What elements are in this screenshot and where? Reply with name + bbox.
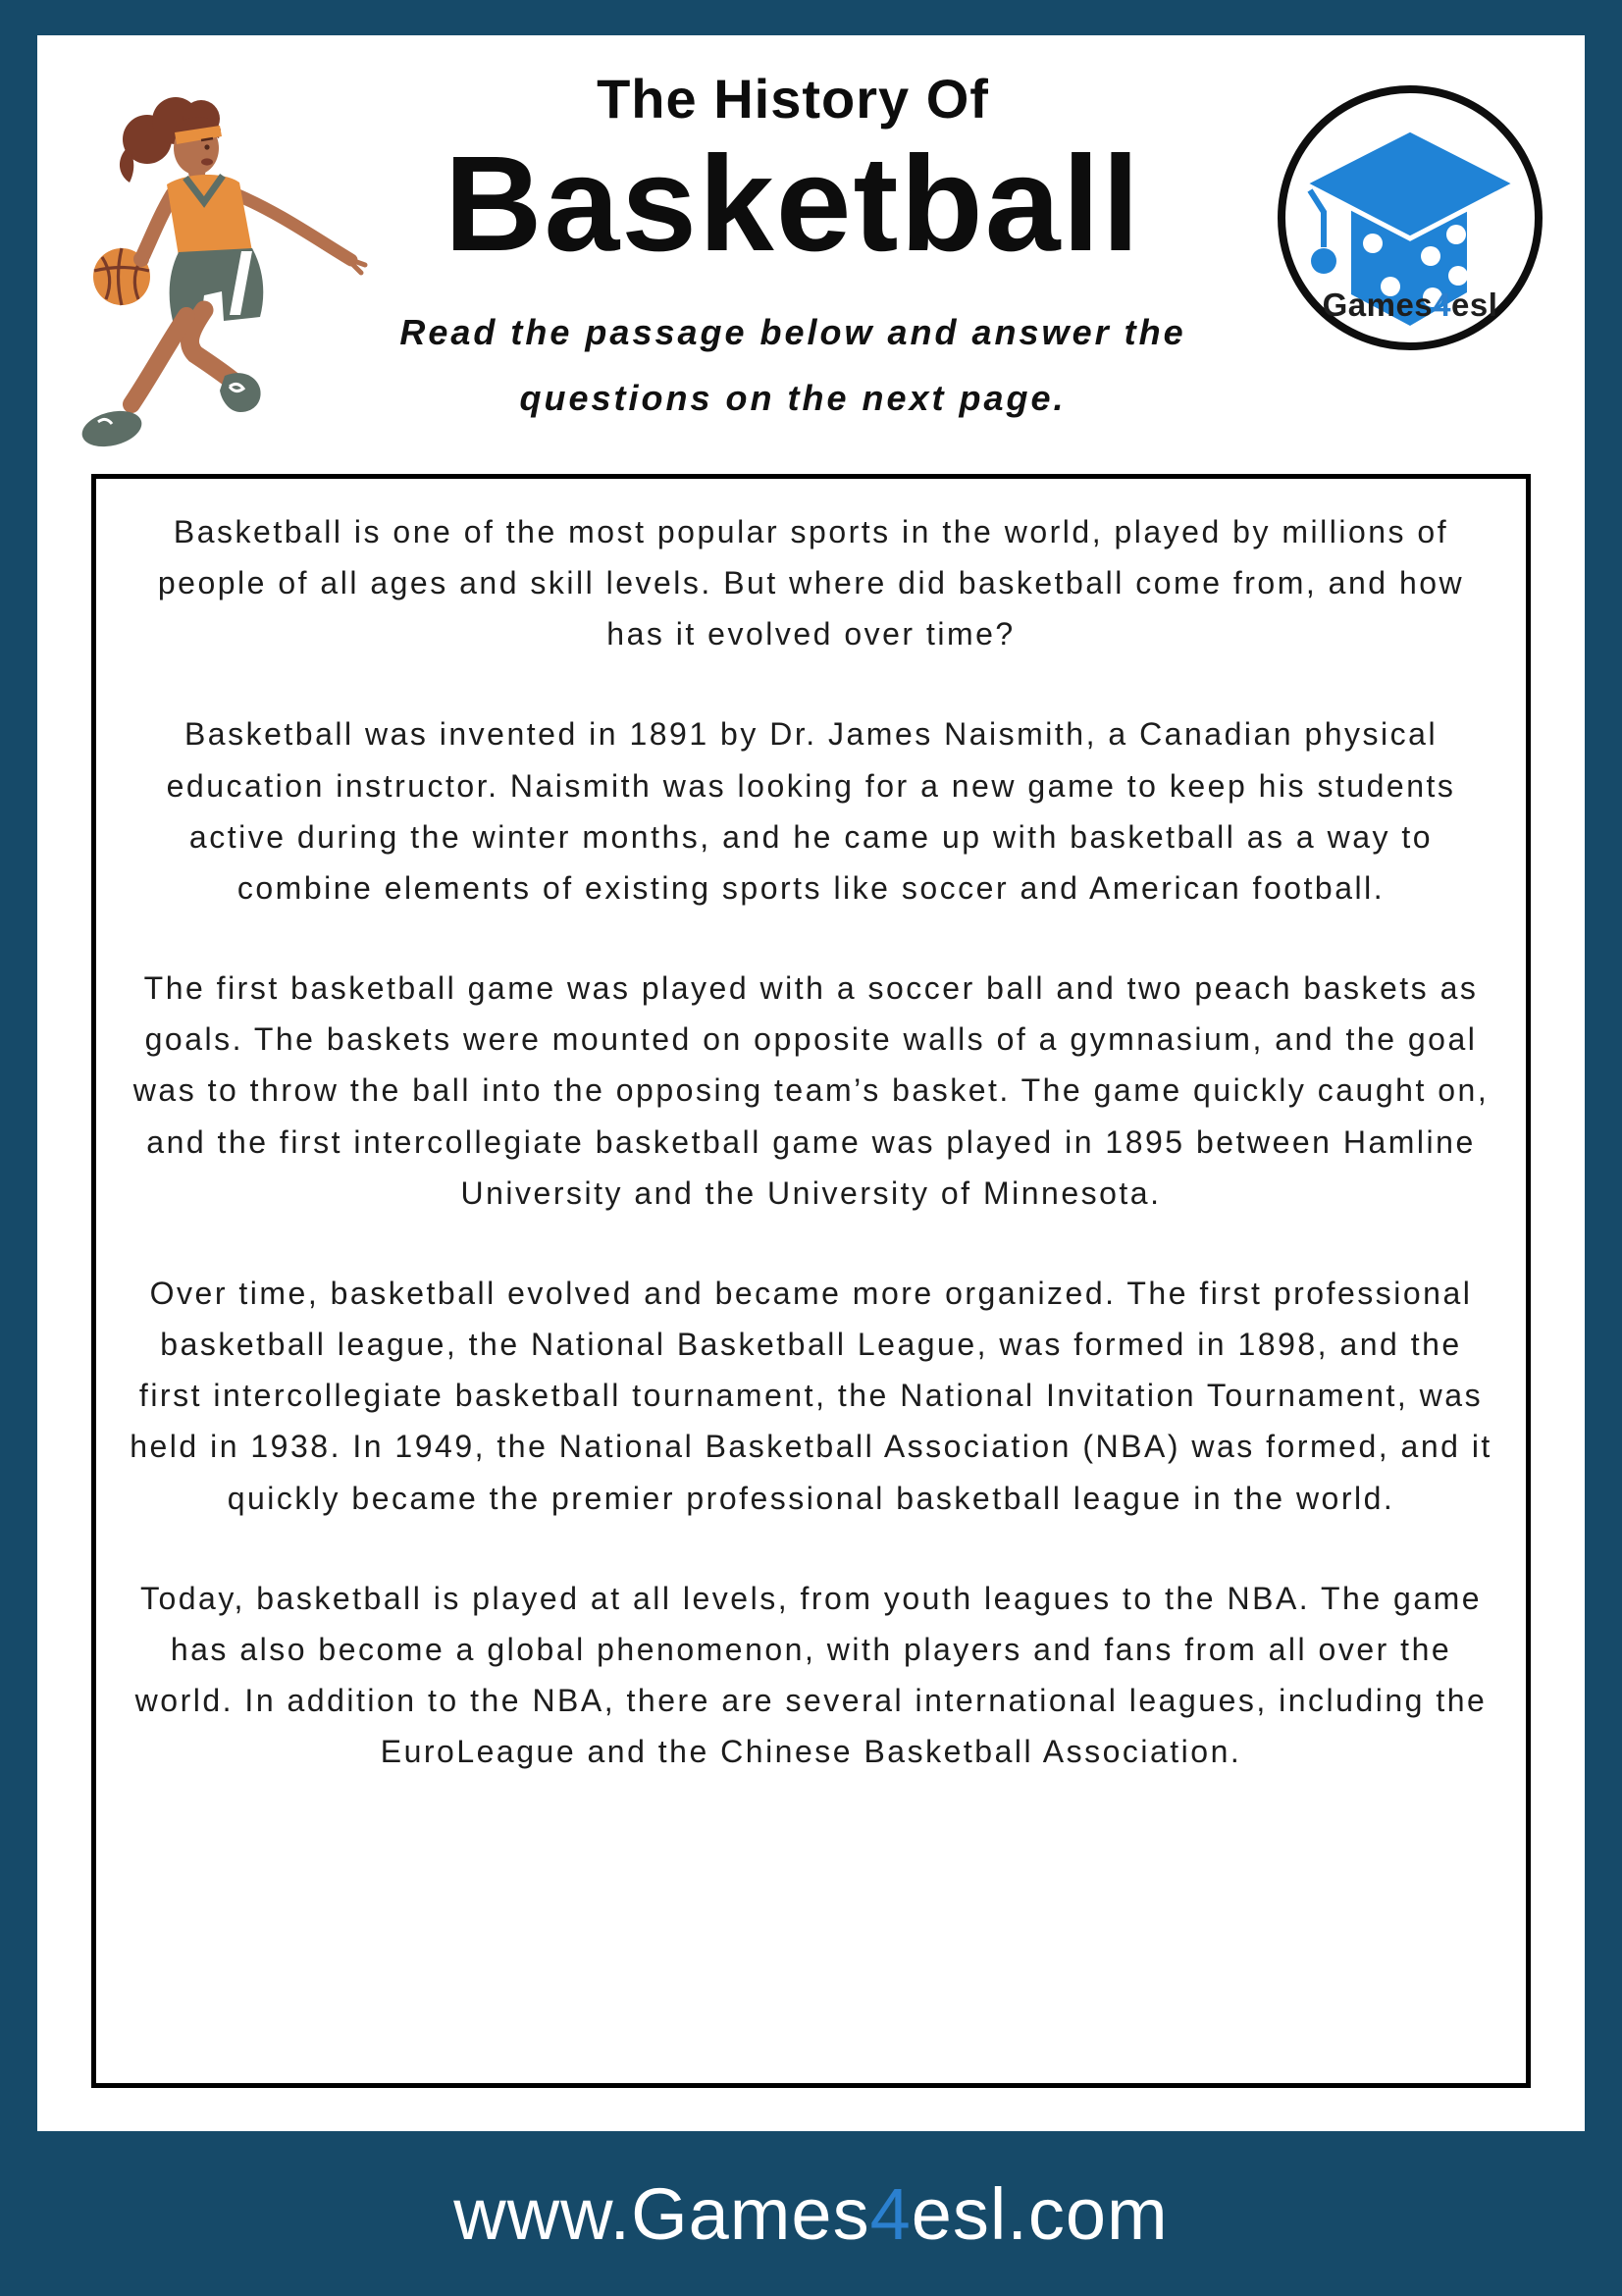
instructions-line-1: Read the passage below and answer the bbox=[399, 312, 1186, 353]
page-content-area bbox=[37, 35, 1585, 2131]
header-title-block bbox=[273, 69, 1313, 432]
footer-banner bbox=[0, 2131, 1622, 2296]
page-title: Basketball bbox=[444, 128, 1142, 280]
passage-paragraph-2: Basketball was invented in 1891 by Dr. James Naismith, a Canadian physical education instructor. Naismith was looking for a new game to keep his students active during the winter months, and he came up with basketball as a way to combine elements of existing sports like soccer and American football. bbox=[166, 716, 1456, 906]
passage-paragraph-5: Today, basketball is played at all levels, from youth leagues to the NBA. The game has also become a global phenomenon, with players and fans from all over the world. In addition to the NBA, there are several international leagues, including the EuroLeague and the Chinese Basketball Association. bbox=[134, 1580, 1488, 1770]
passage-paragraph-1: Basketball is one of the most popular sports in the world, played by millions of people of all ages and skill levels. But where did basketball come from, and how has it evolved over time? bbox=[157, 514, 1465, 652]
reading-passage-box bbox=[91, 474, 1531, 2088]
logo-wordmark bbox=[1271, 287, 1549, 324]
page-subtitle: The History Of bbox=[597, 68, 989, 130]
logo-text-4: 4 bbox=[1433, 287, 1452, 323]
logo-text-pre: Games bbox=[1322, 287, 1434, 323]
logo-text-post: esl bbox=[1451, 287, 1498, 323]
instructions-line-2: questions on the next page. bbox=[519, 377, 1067, 418]
passage-paragraph-4: Over time, basketball evolved and became more organized. The first professional basketball league, the National Basketball League, was formed in 1898, and the first intercollegiate basketball tournament, the National Invitation Tournament, was held in 1938. In 1949, the National Basketball Association (NBA) was formed, and it quickly became the premier professional basketball league in the world. bbox=[130, 1275, 1492, 1516]
footer-url-post: esl.com bbox=[911, 2172, 1169, 2255]
passage-paragraph-3: The first basketball game was played with a soccer ball and two peach baskets as goals. The baskets were mounted on opposite walls of a gymnasium, and the goal was to throw the ball into the opposing team’s basket. The game quickly caught on, and the first intercollegiate basketball game was played in 1895 between Hamline University and the University of Minnesota. bbox=[132, 970, 1490, 1211]
footer-url-4: 4 bbox=[869, 2172, 912, 2255]
footer-url-pre: www.Games bbox=[453, 2172, 870, 2255]
instructions-text bbox=[273, 300, 1313, 431]
footer-url bbox=[453, 2172, 1168, 2256]
games4esl-logo bbox=[1271, 78, 1549, 357]
